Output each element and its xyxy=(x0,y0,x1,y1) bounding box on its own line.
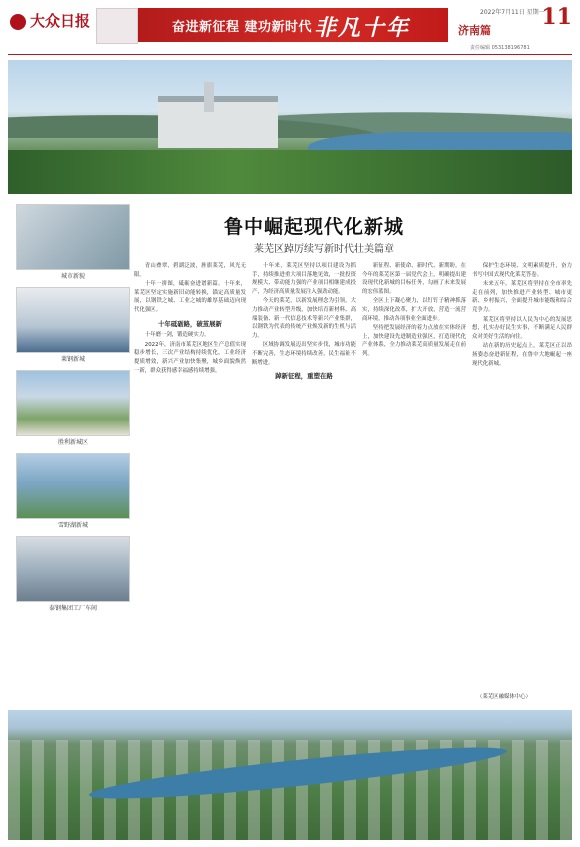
page-number: 11 xyxy=(541,4,572,30)
editor-line: 责任编辑 053138196781 xyxy=(470,45,530,51)
logo-text: 大众日报 xyxy=(30,12,91,30)
photo-5 xyxy=(16,536,130,602)
paragraph: 全区上下凝心聚力，以钉钉子精神抓落实，持续深化改革，扩大开放，营造一流营商环境，推动各项事业全面进步。 xyxy=(362,298,466,322)
hero-photo xyxy=(8,60,572,194)
photo-4 xyxy=(16,453,130,519)
header-rule xyxy=(8,54,572,55)
slogan-banner xyxy=(138,8,448,42)
slogan-feature: 非凡十年 xyxy=(314,15,411,41)
paragraph: 十年磨一剑，锻造硬实力。 xyxy=(144,332,210,339)
photo-caption: 莱钢新城 xyxy=(60,356,85,363)
paragraph: 十年一拼图，砥砺奋进谱新篇。十年来，莱芜区坚定实施新旧动能转换，锚定高质量发展，以钢铁之城、工业之城的雄厚基础迈向现代化强区。 xyxy=(134,281,246,313)
text-column-3 xyxy=(362,262,466,690)
photo-column xyxy=(16,204,130,619)
paragraph: 青山叠翠，碧湖泛波，旌旗莱芜，风光无限。 xyxy=(134,263,246,278)
section-heading: 踔新征程，重塑在路 xyxy=(275,372,333,381)
hero-tower xyxy=(204,82,214,112)
bottom-aerial-photo xyxy=(8,710,572,840)
article-title: 鲁中崛起现代化新城 xyxy=(224,216,405,238)
hero-building xyxy=(158,96,278,148)
photo-caption: 胜利新城区 xyxy=(57,439,88,446)
newspaper-logo xyxy=(10,10,90,31)
paragraph: 站在新的历史起点上，莱芜区正以昂扬姿态奋进新征程，在鲁中大地崛起一座现代化新城。 xyxy=(472,343,572,367)
photo-caption: 雪野湖新城 xyxy=(57,522,88,529)
text-column-2 xyxy=(252,262,356,690)
logo-mark-icon xyxy=(10,14,26,30)
photo-caption: 城市新貌 xyxy=(60,273,85,280)
article-source: （莱芜区融媒体中心） xyxy=(477,694,531,700)
paragraph: 莱芜区将坚持以人民为中心的发展思想，扎实办好民生实事，不断满足人民群众对美好生活的向往。 xyxy=(472,316,572,340)
sub-logo-icon xyxy=(96,8,138,44)
photo-3 xyxy=(16,370,130,436)
page-header xyxy=(0,0,580,58)
article-subtitle: 莱芜区踔厉续写新时代壮美篇章 xyxy=(254,244,394,255)
paragraph: 十年来，莱芜区坚持以项目建设为抓手，持续推进重大项目落地见效，一批投资规模大、带动能力强的产业项目相继建成投产，为经济高质量发展注入强劲动能。 xyxy=(252,263,356,295)
section-name: 济南篇 xyxy=(458,24,491,37)
paragraph: 保护生态环境、文明素质提升，奋力书写中国式现代化莱芜答卷。 xyxy=(472,263,572,278)
paragraph: 坚持把发展经济的着力点放在实体经济上，加快建设先进制造业强区，打造现代化产业体系，全力推动莱芜高质量发展走在前列。 xyxy=(362,325,466,357)
photo-caption: 泰钢集团工厂车间 xyxy=(48,605,97,612)
paragraph: 未来五年，莱芜区将坚持在全市率先走在前列，加快推进产业转型、城市更新、乡村振兴，全面提升城市能级和综合竞争力。 xyxy=(472,281,572,313)
text-column-4 xyxy=(472,262,572,690)
paragraph: 区域协调发展迈出坚实步伐，城市功能不断完善，生态环境持续改善，民生福祉不断增进。 xyxy=(252,342,356,366)
photo-2 xyxy=(16,287,130,353)
paragraph: 新征程、新使命、新时代、新期盼。在今年的莱芜区第一届党代会上，明确提出建设现代化新城的目标任务，勾画了未来发展的宏伟蓝图。 xyxy=(362,263,466,295)
photo-1 xyxy=(16,204,130,270)
date-line: 2022年7月11日 星期一 xyxy=(480,9,545,16)
text-column-1 xyxy=(134,262,246,690)
section-heading: 十年砥砺路，破茧展新 xyxy=(158,319,222,328)
paragraph: 2022年，济南市莱芜区地区生产总值实现稳步增长，三次产业结构持续优化，工业经济提质增效，新兴产业加快集聚，城乡面貌焕然一新，群众获得感幸福感持续增强。 xyxy=(134,341,246,374)
paragraph: 今天的莱芜，以新发展理念为引领，大力推动产业转型升级，加快培育新材料、高端装备、新一代信息技术等新兴产业集群，以钢铁为代表的传统产业焕发新的生机与活力。 xyxy=(252,298,356,339)
slogan-text: 奋进新征程 建功新时代 xyxy=(172,20,313,35)
hero-lawn xyxy=(8,150,572,194)
